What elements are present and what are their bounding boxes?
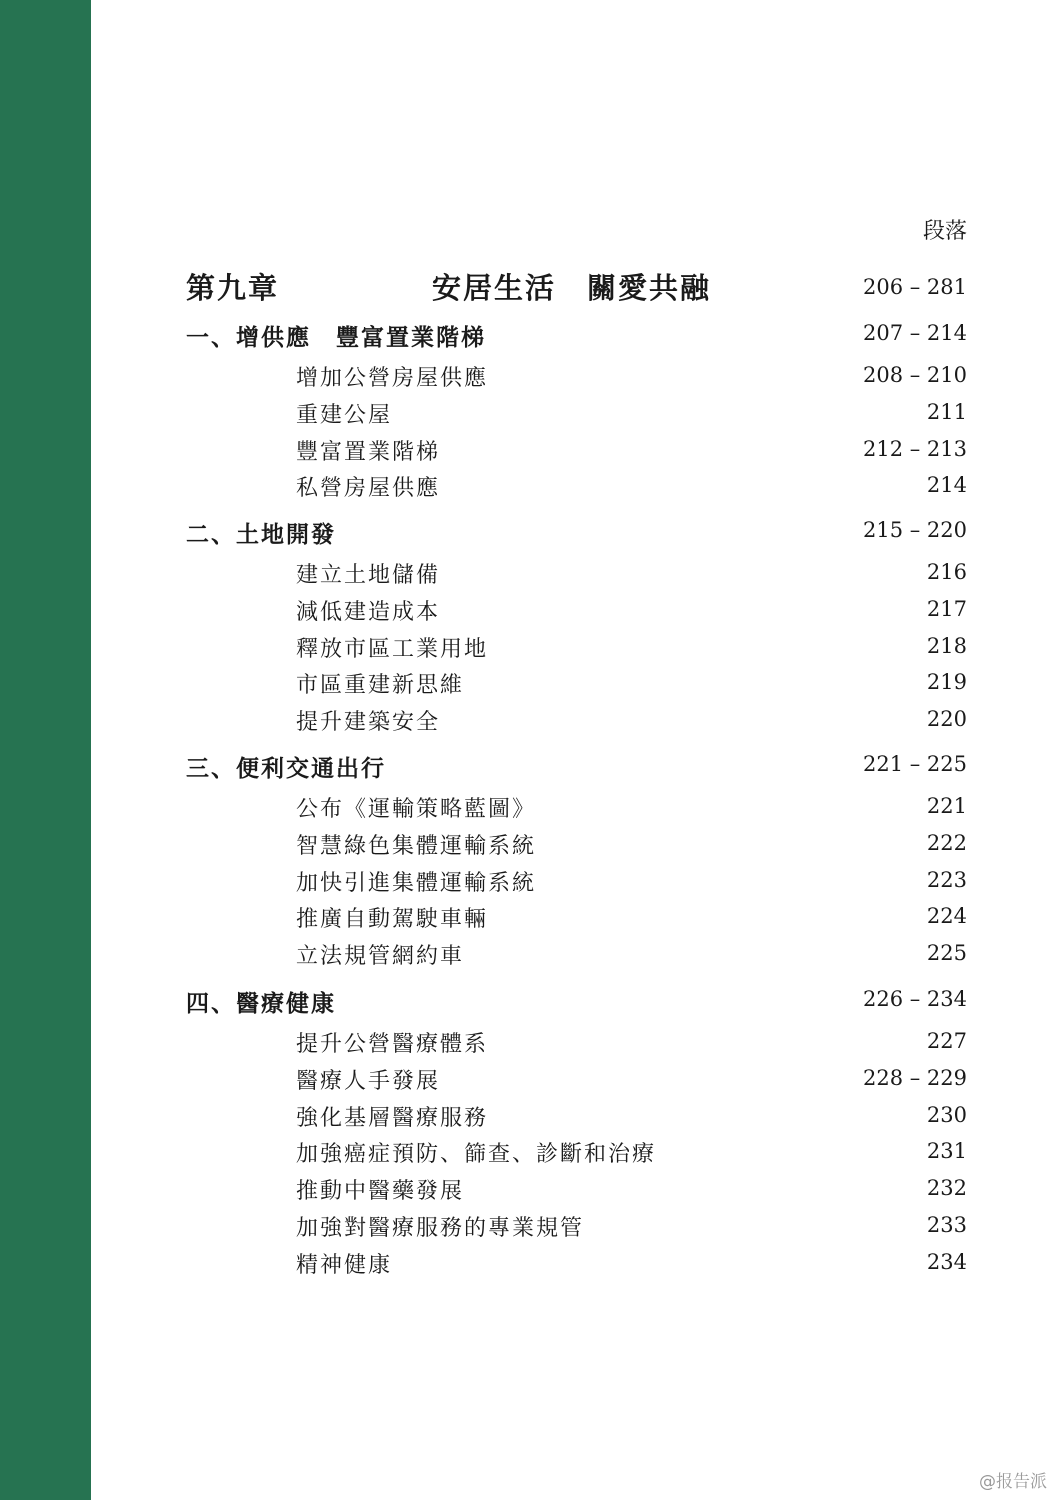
section-heading [186, 985, 967, 1015]
toc-item [186, 558, 967, 588]
toc-item-title: 釋放市區工業用地 [296, 637, 489, 662]
toc-item-paragraph: 232 [926, 1176, 967, 1200]
section-paragraph-range: 215 – 220 [862, 518, 967, 542]
toc-item-title: 加快引進集體運輸系統 [296, 871, 537, 896]
toc-item-paragraph: 211 [926, 400, 967, 424]
toc-item-title: 公布《運輸策略藍圖》 [296, 797, 537, 822]
toc-item [186, 1064, 967, 1094]
toc-item-title: 推廣自動駕駛車輛 [296, 907, 489, 932]
toc-item-paragraph: 222 [926, 831, 967, 855]
toc-item-paragraph: 227 [926, 1029, 967, 1053]
toc-item-title: 加強對醫療服務的專業規管 [296, 1216, 585, 1241]
toc-item [186, 902, 967, 932]
toc-item-title: 增加公營房屋供應 [296, 366, 489, 391]
section-title: 四、醫療健康 [186, 990, 336, 1017]
toc-item [186, 398, 967, 428]
toc-item [186, 1211, 967, 1241]
toc-item [186, 1174, 967, 1204]
section-title: 一、增供應 豐富置業階梯 [186, 324, 486, 351]
toc-item-paragraph: 212 – 213 [862, 437, 967, 461]
section-heading [186, 319, 967, 349]
toc-item-title: 立法規管網約車 [296, 944, 465, 969]
toc-item-title: 推動中醫藥發展 [296, 1179, 465, 1204]
toc-item-title: 提升建築安全 [296, 710, 441, 735]
section-paragraph-range: 226 – 234 [862, 987, 967, 1011]
toc-item-paragraph: 208 – 210 [862, 363, 967, 387]
toc-item-paragraph: 228 – 229 [862, 1066, 967, 1090]
chapter-number: 第九章 [186, 271, 280, 305]
toc-item [186, 632, 967, 662]
toc-item [186, 471, 967, 501]
toc-item-title: 強化基層醫療服務 [296, 1106, 489, 1131]
toc-item-title: 私營房屋供應 [296, 476, 441, 501]
toc-item-paragraph: 225 [926, 941, 967, 965]
toc-item-paragraph: 217 [926, 597, 967, 621]
toc-item-title: 減低建造成本 [296, 600, 441, 625]
toc-item-title: 重建公屋 [296, 403, 393, 428]
toc-item [186, 1137, 967, 1167]
toc-item-paragraph: 219 [926, 670, 967, 694]
toc-item-paragraph: 223 [926, 868, 967, 892]
toc-item-paragraph: 220 [926, 707, 967, 731]
toc-item-paragraph: 233 [926, 1213, 967, 1237]
toc-item [186, 866, 967, 896]
watermark: @报告派 [979, 1472, 1047, 1492]
toc-item [186, 939, 967, 969]
toc-item-title: 市區重建新思維 [296, 673, 465, 698]
section-title: 三、便利交通出行 [186, 755, 386, 782]
section-heading [186, 516, 967, 546]
toc-item-paragraph: 230 [926, 1103, 967, 1127]
toc-item-title: 智慧綠色集體運輸系統 [296, 834, 537, 859]
toc-item-title: 醫療人手發展 [296, 1069, 441, 1094]
toc-item [186, 1027, 967, 1057]
toc-item-paragraph: 231 [926, 1139, 967, 1163]
toc-item [186, 1248, 967, 1278]
toc-item-title: 豐富置業階梯 [296, 440, 441, 465]
toc-item [186, 705, 967, 735]
chapter-title: 安居生活 關愛共融 [432, 271, 712, 305]
toc-item-paragraph: 224 [926, 904, 967, 928]
section-paragraph-range: 221 – 225 [862, 752, 967, 776]
toc-item-paragraph: 216 [926, 560, 967, 584]
toc-item [186, 668, 967, 698]
section-paragraph-range: 207 – 214 [862, 321, 967, 345]
toc-item [186, 435, 967, 465]
toc-item-paragraph: 221 [926, 794, 967, 818]
section-title: 二、土地開發 [186, 521, 336, 548]
section-heading [186, 750, 967, 780]
toc-item [186, 1101, 967, 1131]
toc-item [186, 792, 967, 822]
toc-item [186, 829, 967, 859]
toc-item-title: 精神健康 [296, 1253, 393, 1278]
toc-item-paragraph: 218 [926, 634, 967, 658]
toc-item [186, 361, 967, 391]
toc-item-title: 建立土地儲備 [296, 563, 441, 588]
toc-item [186, 595, 967, 625]
toc-item-title: 提升公營醫療體系 [296, 1032, 489, 1057]
column-header-paragraphs: 段落 [922, 219, 967, 244]
toc-item-title: 加強癌症預防、篩查、診斷和治療 [296, 1142, 657, 1167]
toc-item-paragraph: 214 [926, 473, 967, 497]
chapter-heading [186, 266, 967, 306]
chapter-paragraph-range: 206 – 281 [862, 275, 967, 299]
toc-item-paragraph: 234 [926, 1250, 967, 1274]
